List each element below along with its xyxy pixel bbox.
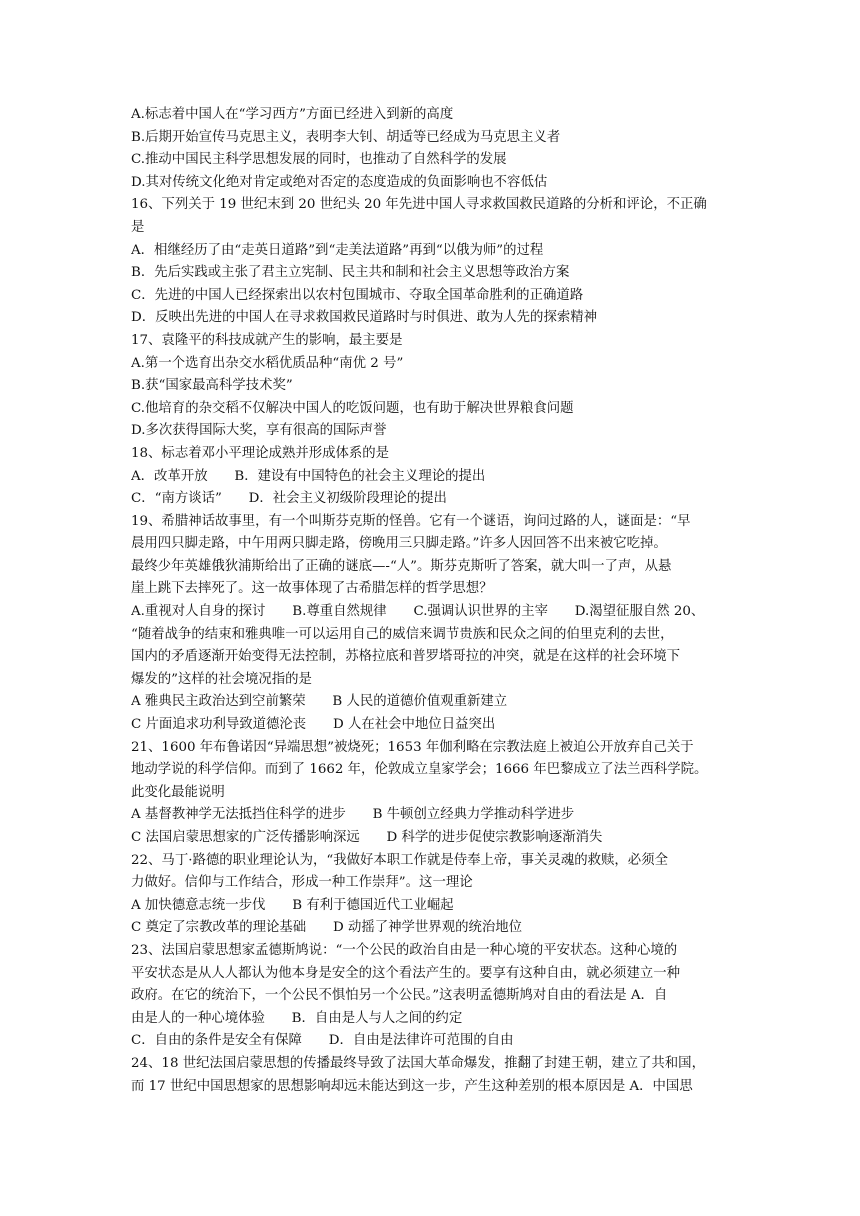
text-line: C．先进的中国人已经探索出以农村包围城市、夺取全国革命胜利的正确道路	[131, 287, 584, 303]
text-line: C．自由的条件是安全有保障 D．自由是法律许可范围的自由	[131, 1033, 514, 1049]
text-line: A 基督教神学无法抵挡住科学的进步 B 牛顿创立经典力学推动科学进步	[131, 807, 575, 823]
question-16-stem: 16、下列关于 19 世纪末到 20 世纪头 20 年先进中国人寻求救国救民道路的分析和评论，不正确	[131, 197, 707, 213]
text-line: C 法国启蒙思想家的广泛传播影响深远 D 科学的进步促使宗教影响逐渐消失	[131, 830, 603, 845]
text-line: 晨用四只脚走路，中午用两只脚走路，傍晚用三只脚走路。”许多人因回答不出来被它吃掉。	[131, 536, 667, 552]
text-line: C 片面追求功利导致道德沦丧 D 人在社会中地位日益突出	[131, 717, 496, 733]
text-line: B.获“国家最高科学技术奖”	[131, 378, 293, 394]
text-line: “随着战争的结束和雅典唯一可以运用自己的威信来调节贵族和民众之间的伯里克利的去世，	[131, 626, 674, 642]
text-line: C.他培育的杂交稻不仅解决中国人的吃饭问题，也有助于解决世界粮食问题	[131, 400, 574, 416]
text-line: C 奠定了宗教改革的理论基础 D 动摇了神学世界观的统治地位	[131, 920, 523, 936]
text-line: A．改革开放 B．建设有中国特色的社会主义理论的提出	[131, 468, 486, 484]
text-line: 而 17 世纪中国思想家的思想影响却远未能达到这一步，产生这种差别的根本原因是 A．中国思	[131, 1078, 693, 1094]
question-24-stem: 24、18 世纪法国启蒙思想的传播最终导致了法国大革命爆发，推翻了封建王朝，建立了共和国，	[131, 1055, 705, 1071]
text-line: 国内的矛盾逐渐开始变得无法控制，苏格拉底和普罗塔哥拉的冲突，就是在这样的社会环境下	[131, 649, 681, 665]
text-line: 由是人的一种心境体验 B．自由是人与人之间的约定	[131, 1010, 463, 1026]
text-line: A.第一个选育出杂交水稻优质品种“南优 2 号”	[131, 355, 404, 371]
text-line: 最终少年英雄俄狄浦斯给出了正确的谜底—-“人”。斯芬克斯听了答案，就大叫一了声，从悬	[131, 558, 672, 574]
question-18-stem: 18、标志着邓小平理论成熟并形成体系的是	[131, 445, 390, 461]
text-line: A．相继经历了由“走英日道路”到“走美法道路”再到“以俄为师”的过程	[131, 242, 544, 258]
text-line: 是	[131, 219, 145, 235]
text-line: 崖上跳下去摔死了。这一故事体现了古希腊怎样的哲学思想？	[131, 581, 493, 597]
text-line: 爆发的”这样的社会境况指的是	[131, 671, 312, 687]
text-line: B.后期开始宣传马克思主义，表明李大钊、胡适等已经成为马克思主义者	[131, 129, 561, 145]
text-line: A 雅典民主政治达到空前繁荣 B 人民的道德价值观重新建立	[131, 694, 508, 710]
question-22-stem: 22、马丁·路德的职业理论认为，“我做好本职工作就是侍奉上帝，事关灵魂的救赎，必须全	[131, 852, 668, 868]
text-line: 此变化最能说明	[131, 784, 225, 800]
text-line: D.多次获得国际大奖，享有很高的国际声誉	[131, 423, 387, 439]
text-line: B．先后实践或主张了君主立宪制、民主共和制和社会主义思想等政治方案	[131, 265, 570, 281]
question-23-stem: 23、法国启蒙思想家孟德斯鸠说：“一个公民的政治自由是一种心境的平安状态。这种心境的	[131, 942, 678, 958]
text-line: C．“南方谈话” D．社会主义初级阶段理论的提出	[131, 491, 447, 507]
text-line: C.推动中国民主科学思想发展的同时，也推动了自然科学的发展	[131, 152, 507, 168]
question-17-stem: 17、袁隆平的科技成就产生的影响，最主要是	[131, 332, 403, 348]
text-line: A.重视对人自身的探讨 B.尊重自然规律 C.强调认识世界的主宰 D.渴望征服自然 20、	[131, 604, 705, 620]
text-line: A.标志着中国人在“学习西方”方面已经进入到新的高度	[131, 107, 454, 122]
text-line: A 加快德意志统一步伐 B 有利于德国近代工业崛起	[131, 897, 454, 913]
text-line: 政府。在它的统治下，一个公民不惧怕另一个公民。”这表明孟德斯鸠对自由的看法是 A．自	[131, 988, 668, 1004]
text-line: 力做好。信仰与工作结合，形成一种工作崇拜”。这一理论	[131, 875, 473, 891]
question-21-stem: 21、1600 年布鲁诺因“异端思想”被烧死；1653 年伽利略在宗教法庭上被迫公开放弃自己关于	[131, 739, 694, 755]
text-line: D．反映出先进的中国人在寻求救国救民道路时与时俱进、敢为人先的探索精神	[131, 310, 598, 326]
text-line: D.其对传统文化绝对肯定或绝对否定的态度造成的负面影响也不容低估	[131, 174, 548, 190]
question-19-stem: 19、希腊神话故事里，有一个叫斯芬克斯的怪兽。它有一个谜语，询问过路的人，谜面是：“早	[131, 513, 691, 529]
text-line: 地动学说的科学信仰。而到了 1662 年，伦敦成立皇家学会；1666 年巴黎成立了法兰西科学院。	[131, 762, 708, 778]
text-line: 平安状态是从人人都认为他本身是安全的这个看法产生的。要享有这种自由，就必须建立一种	[131, 965, 681, 981]
